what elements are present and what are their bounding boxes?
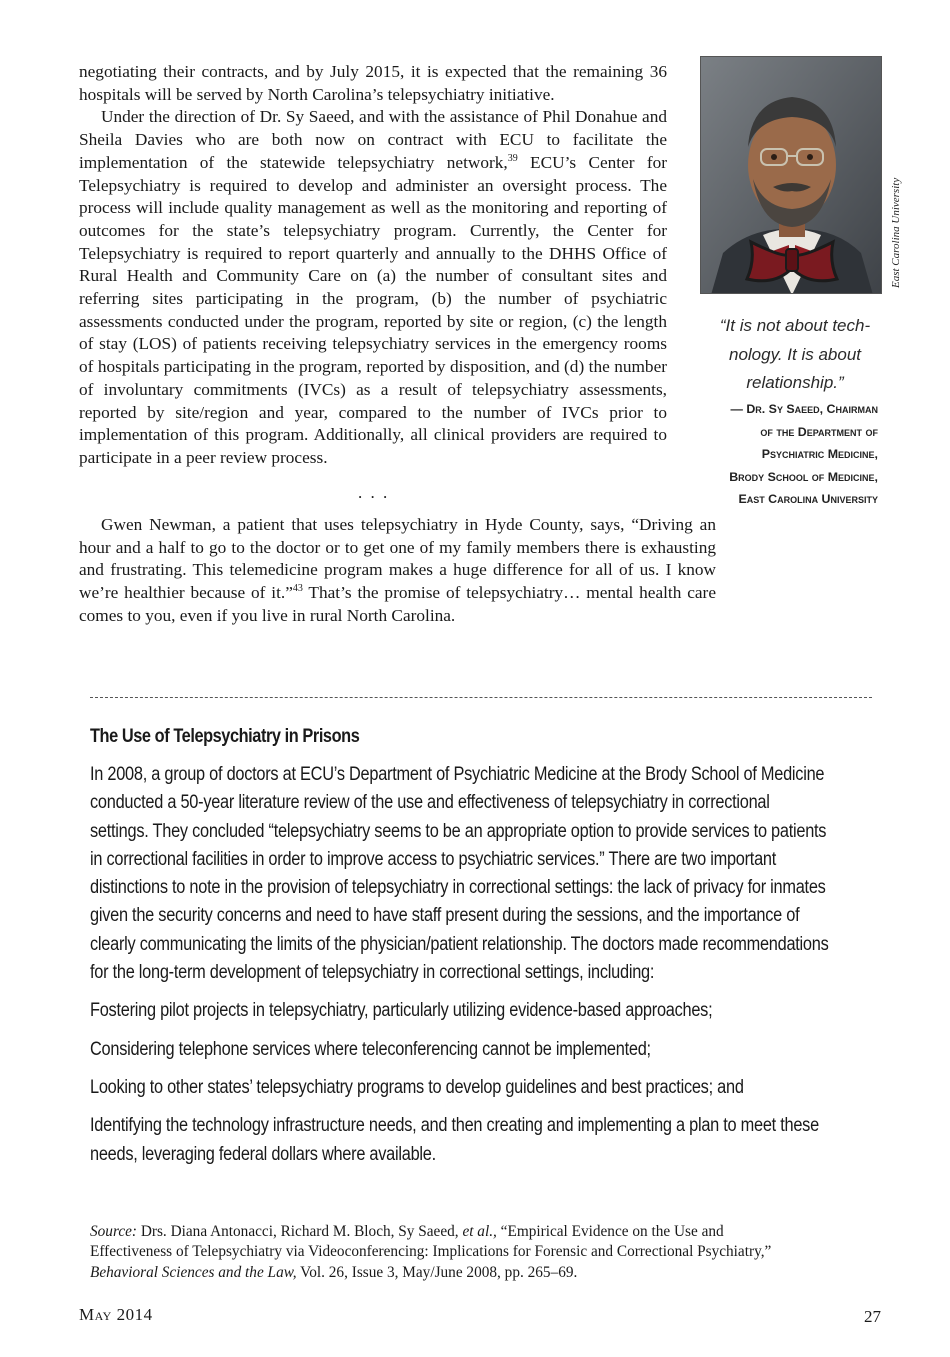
source-details: Vol. 26, Issue 3, May/June 2008, pp. 265–69. <box>296 1263 578 1281</box>
source-article: “Empirical Evidence on the Use and Effectiveness of Telepsychiatry via Videoconferencing: Implications for Forensic and Correctional Psychiatry,” <box>90 1223 772 1261</box>
box-item: Fostering pilot projects in telepsychiatry, particularly utilizing evidence-based approaches; <box>90 1000 713 1022</box>
source-journal: Behavioral Sciences and the Law, <box>90 1263 297 1281</box>
footer-date: May 2014 <box>79 1305 153 1324</box>
photo-credit: East Carolina University <box>890 177 902 288</box>
box-title: The Use of Telepsychiatry in Prisons <box>90 726 360 747</box>
pull-quote <box>705 312 885 398</box>
source-authors: Drs. Diana Antonacci, Richard M. Bloch, Sy Saeed, <box>137 1223 463 1240</box>
paragraph-2-text-b: ECU’s Center for Telepsychiatry is required to develop and administer an oversight process. The process will include quality management as well as the monitoring and reporting of outcomes for the state’s telepsychiatry program. Currently, the Center for Telepsychiatry is required to report quarterly and annually to the DHHS Office of Rural Health and Community Care on (a) the number of consultant sites and referring sites participating in the program, (b) the number of psychiatric assessments conducted under the program, reported by site or region, (c) the length of stay (LOS) of patients receiving telepsychiatry services in the emergency rooms of hospitals participating in the program, reported by disposition, and (d) the number of involuntary commitments (IVCs) as a result of telepsychiatry assessments, reported by site/region and year, compared to the number of IVCs prior to implementation of this program. Additionally, all clinical providers are required to participate in a peer review process. <box>79 152 668 467</box>
paragraph-3-text-b: That’s the promise of telepsychiatry… mental health care comes to you, even if you live in rural North Carolina. <box>79 583 716 625</box>
box-item: Identifying the technology infrastructure needs, and then creating and implementing a plan to meet these needs, leveraging federal dollars where available. <box>90 1115 819 1165</box>
pull-quote-text: “It is not about tech- nology. It is about relationship.” <box>719 316 871 392</box>
paragraph-3-text-a: Gwen Newman, a patient that uses telepsychiatry in Hyde County, says, “Driving an hour and a half to go to the doctor or to get one of my family members there is exhausting and frustrating. This telemedicine program makes a huge difference for all of us. I know we’re healthier because of it.” <box>79 515 716 603</box>
paragraph-3 <box>79 514 716 628</box>
source-citation <box>90 1222 790 1283</box>
portrait-illustration <box>701 57 882 294</box>
box-body <box>90 761 830 1179</box>
dashed-divider <box>90 697 872 698</box>
footnote-ref-43: 43 <box>292 583 303 595</box>
source-etal: et al., <box>462 1223 497 1240</box>
box-intro: In 2008, a group of doctors at ECU’s Department of Psychiatric Medicine at the Brody School of Medicine conducted a 50-year literature review of the use and effectiveness of telepsychiatry in correctional settings. They concluded “telepsychiatry seems to be an appropriate option to provide services to patients in correctional facilities in order to improve access to psychiatric services.” There are two important distinctions to note in the provision of telepsychiatry in correctional settings: the lack of privacy for inmates given the security concerns and need to have staff present during the sessions, and the importance of clearly communicating the limits of the physician/patient relationship. The doctors made recommendations for the long-term development of telepsychiatry in correctional settings, including: <box>90 764 829 984</box>
pull-quote-attribution: — Dr. Sy Saeed, Chairman of the Department of Psychiatric Medicine, Brody School of Medicine, East Carolina University <box>729 402 878 507</box>
page-number: 27 <box>864 1307 881 1326</box>
source-label: Source: <box>90 1223 138 1240</box>
paragraph-1: negotiating their contracts, and by July 2015, it is expected that the remaining 36 hospitals will be served by North Carolina’s telepsychiatry initiative. <box>79 62 667 104</box>
box-item: Looking to other states’ telepsychiatry programs to develop guidelines and best practices; and <box>90 1076 744 1098</box>
footnote-ref-39: 39 <box>507 153 518 165</box>
paragraph-2-text-a: Under the direction of Dr. Sy Saeed, and with the assistance of Phil Donahue and Sheila Davies who are both now on contract with ECU to facilitate the implementation of the statewide telepsychiatry network, <box>79 107 667 172</box>
paragraph-2 <box>79 106 667 469</box>
portrait-photo <box>700 56 882 294</box>
section-break-ellipsis: . . . <box>358 483 390 502</box>
box-item: Considering telephone services where teleconferencing cannot be implemented; <box>90 1038 651 1060</box>
main-text-column <box>79 61 667 470</box>
